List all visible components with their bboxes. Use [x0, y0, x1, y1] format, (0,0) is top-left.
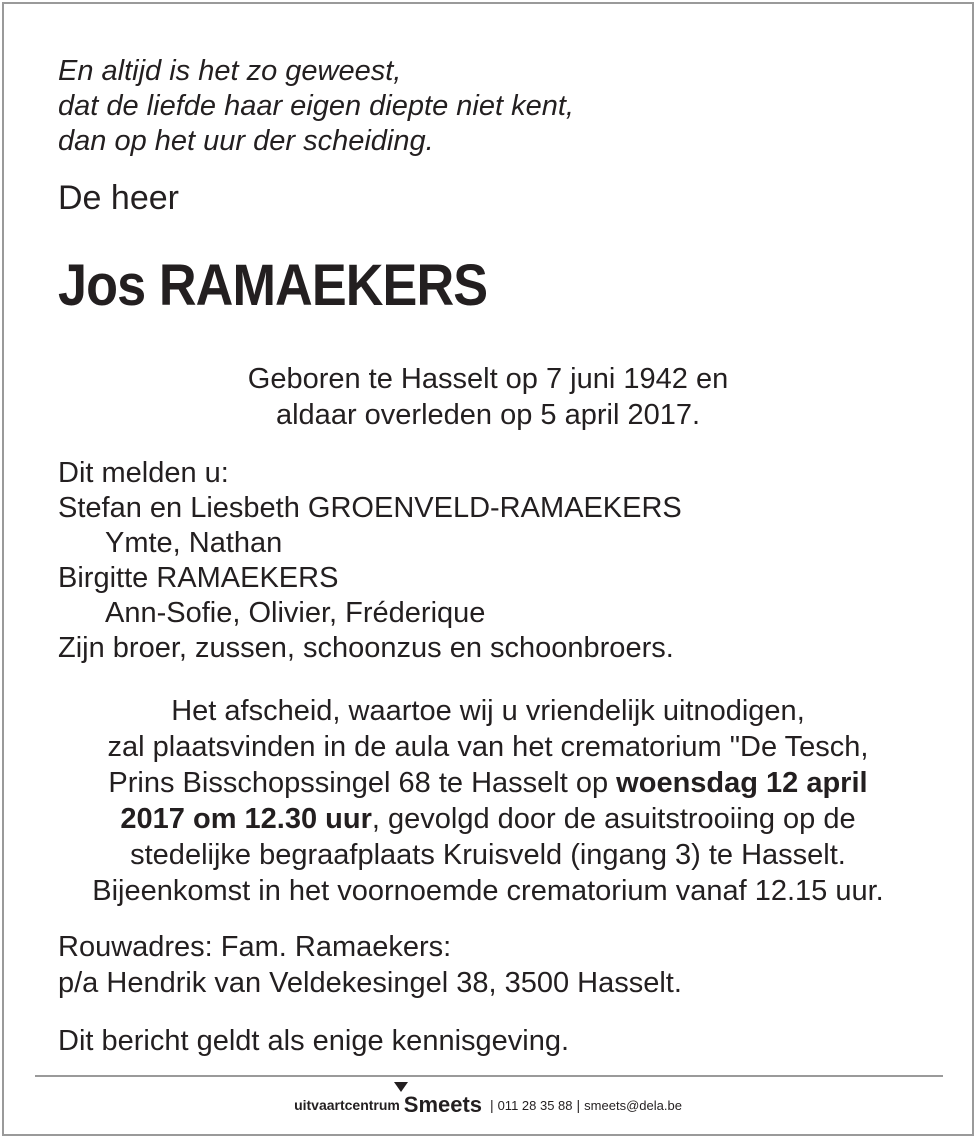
- family-entry: Zijn broer, zussen, schoonzus en schoonbroers.: [58, 632, 674, 664]
- poem-line: dan op het uur der scheiding.: [58, 125, 434, 157]
- family-entry: Stefan en Liesbeth GROENVELD-RAMAEKERS: [58, 492, 682, 524]
- ceremony-details: [0, 693, 976, 909]
- ceremony-time: 2017 om 12.30 uur: [120, 803, 372, 835]
- ceremony-line-3: [0, 765, 976, 801]
- family-intro: Dit melden u:: [58, 457, 229, 489]
- family-entry: Ann-Sofie, Olivier, Fréderique: [105, 597, 486, 629]
- footer-phone: 011 28 35 88: [497, 1098, 573, 1113]
- family-list: [58, 456, 682, 666]
- footer-label: uitvaartcentrum: [294, 1097, 400, 1113]
- birth-death-dates: [0, 361, 976, 433]
- dates-line-1: Geboren te Hasselt op 7 juni 1942 en: [247, 363, 729, 395]
- ceremony-date: woensdag 12 april: [616, 767, 868, 799]
- ceremony-line-2: zal plaatsvinden in de aula van het crematorium "De Tesch,: [107, 731, 869, 763]
- footer-separator: |: [576, 1097, 581, 1113]
- footer-separator: |: [489, 1097, 494, 1113]
- footer-divider: [35, 1075, 943, 1077]
- mourning-address: [58, 929, 682, 1001]
- ceremony-line-4: [0, 801, 976, 837]
- funeral-home-brand: Smeets: [403, 1092, 483, 1117]
- deceased-name: Jos RAMAEKERS: [58, 253, 488, 318]
- family-entry: Birgitte RAMAEKERS: [58, 562, 339, 594]
- ceremony-location: Prins Bisschopssingel 68 te Hasselt op: [108, 767, 617, 799]
- address-line-2: p/a Hendrik van Veldekesingel 38, 3500 Hasselt.: [58, 967, 682, 999]
- ceremony-line-6: Bijeenkomst in het voornoemde crematorium vanaf 12.15 uur.: [92, 875, 884, 907]
- family-entry: Ymte, Nathan: [105, 527, 283, 559]
- salutation: De heer: [58, 179, 179, 217]
- poem-line: dat de liefde haar eigen diepte niet kent,: [58, 90, 574, 122]
- notice-text: Dit bericht geldt als enige kennisgeving.: [58, 1025, 570, 1057]
- poem: [58, 54, 574, 159]
- funeral-home-footer: [0, 1091, 976, 1120]
- dates-line-2: aldaar overleden op 5 april 2017.: [275, 399, 701, 431]
- footer-email: smeets@dela.be: [584, 1098, 682, 1113]
- address-line-1: Rouwadres: Fam. Ramaekers:: [58, 931, 452, 963]
- ceremony-line-5: stedelijke begraafplaats Kruisveld (ingang 3) te Hasselt.: [130, 839, 846, 871]
- ceremony-line-1: Het afscheid, waartoe wij u vriendelijk uitnodigen,: [171, 695, 805, 727]
- poem-line: En altijd is het zo geweest,: [58, 55, 402, 87]
- ceremony-continuation: , gevolgd door de asuitstrooiing op de: [371, 803, 856, 835]
